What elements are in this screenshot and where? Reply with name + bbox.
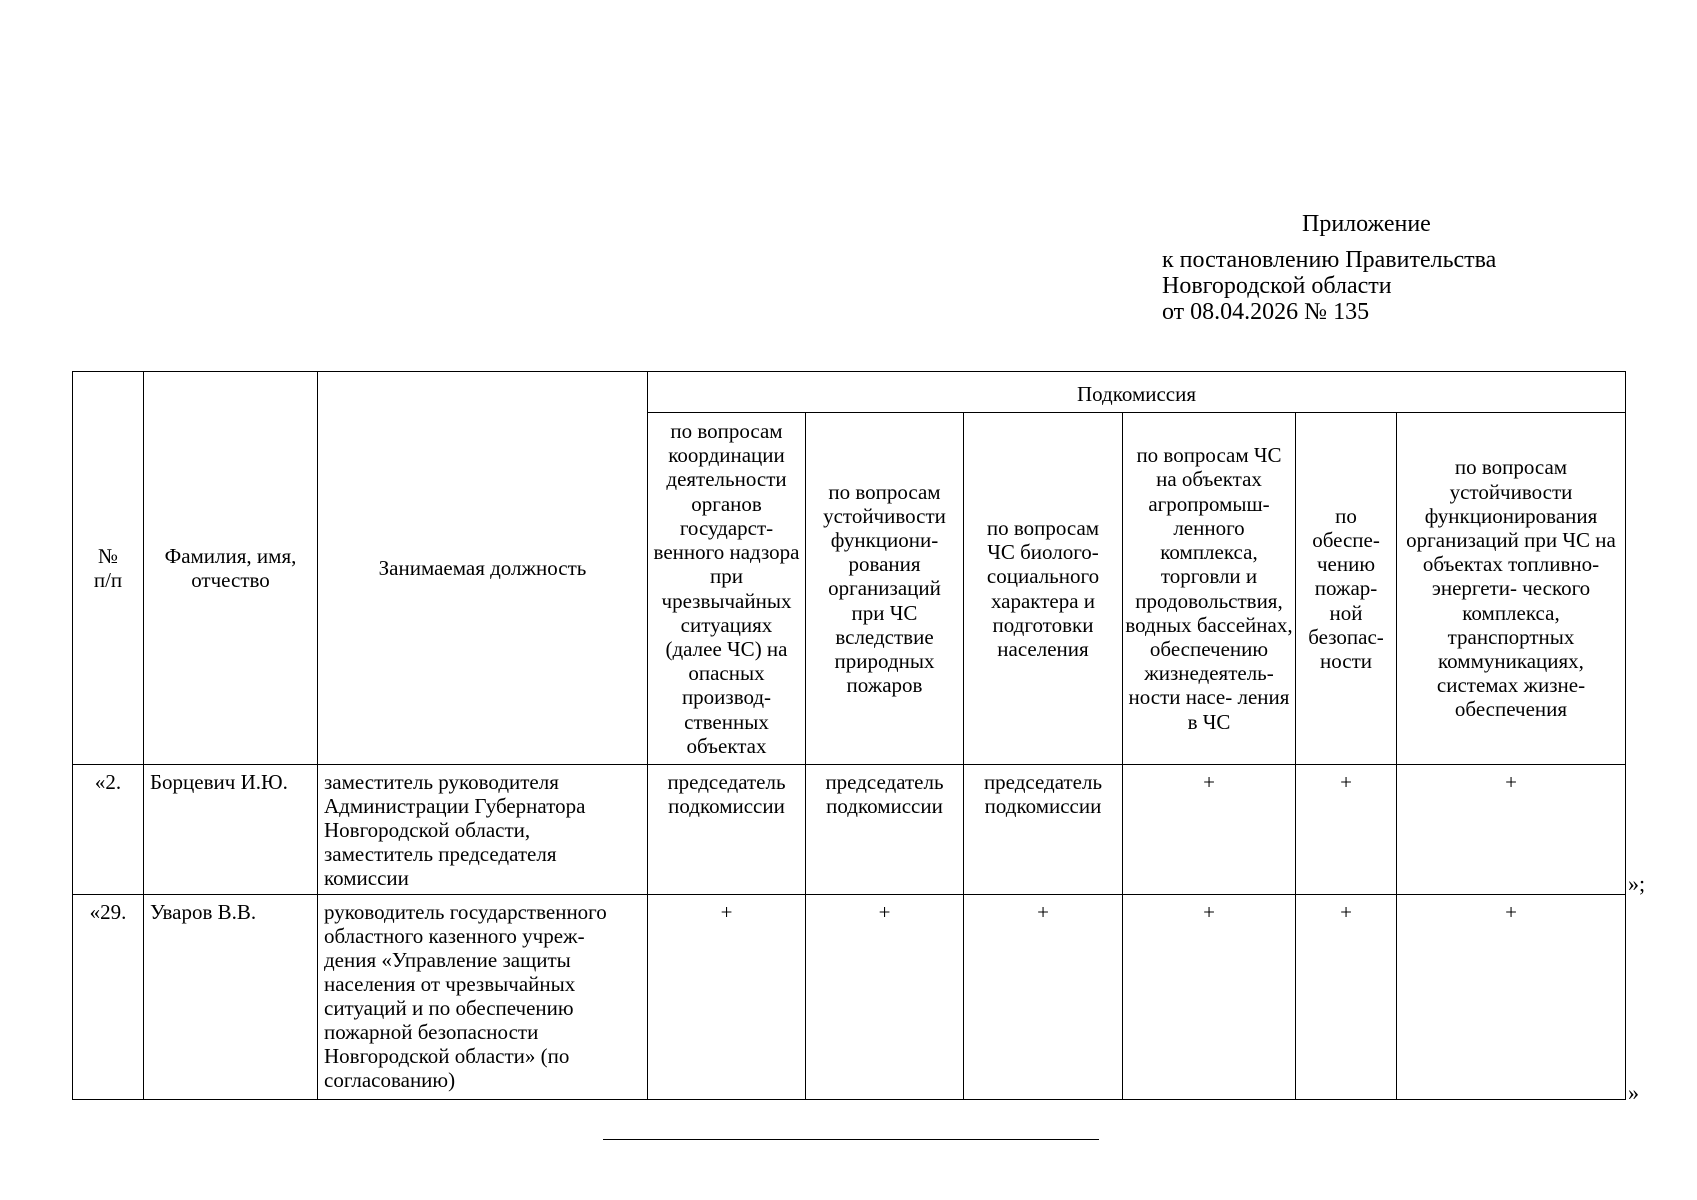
row-1-closing-quote: »; [1628,871,1646,896]
subheader-5 [1296,413,1397,765]
row-1-num: «2. [73,765,144,895]
bottom-rule [603,1139,1099,1140]
subheader-6-label: по вопросам устойчивости функционирования организаций при ЧС на объектах топливно-энергети- ческого комплекса, транспортных коммуникациях, системах жизне- обеспечения [1406,455,1616,722]
header-subcommission-label: Подкомиссия [1076,381,1197,406]
row-2-position: руководитель государственного областного казенного учреж- дения «Управление защиты населения от чрезвычайных ситуаций и по обеспечению пожарной безопасности Новгородской области» (по согласованию) [318,895,648,1100]
subheader-4 [1123,413,1296,765]
row-1-cell-3: председатель подкомиссии [964,765,1123,895]
row-1-cell-4: + [1123,765,1296,895]
header-subcommission [648,372,1626,413]
row-1-position: заместитель руководителя Администрации Губернатора Новгородской области, заместитель председателя комиссии [318,765,648,895]
commission-table [72,371,1626,1100]
subheader-6 [1397,413,1626,765]
header-position [318,372,648,765]
row-1-name: Борцевич И.Ю. [144,765,318,895]
header-num [73,372,144,765]
row-1-cell-2: председатель подкомиссии [806,765,964,895]
header-name-label: Фамилия, имя, отчество [164,543,297,592]
row-1-cell-5: + [1296,765,1397,895]
row-2-cell-5: + [1296,895,1397,1100]
table-row [73,895,1626,1100]
table-row [73,765,1626,895]
row-2-cell-1: + [648,895,806,1100]
subheader-2-label: по вопросам устойчивости функциони- рования организаций при ЧС вследствие природных пожаров [823,479,946,698]
subheader-1 [648,413,806,765]
header-name [144,372,318,765]
row-2-name: Уваров В.В. [144,895,318,1100]
row-2-cell-3: + [964,895,1123,1100]
row-2-cell-6: + [1397,895,1626,1100]
appendix-line-1: к постановлению Правительства [1162,247,1497,273]
row-2-num: «29. [73,895,144,1100]
subheader-1-label: по вопросам координации деятельности органов государст- венного надзора при чрезвычайных ситуациях (далее ЧС) на опасных производ- ственных объектах [653,419,800,758]
subheader-2 [806,413,964,765]
appendix-line-3: от 08.04.2026 № 135 [1162,299,1370,325]
row-2-cell-2: + [806,895,964,1100]
row-2-closing-quote: » [1628,1080,1639,1105]
header-num-label: № п/п [93,543,123,592]
appendix-line-2: Новгородской области [1162,273,1392,299]
row-1-cell-1: председатель подкомиссии [648,765,806,895]
subheader-4-label: по вопросам ЧС на объектах агропромыш- ленного комплекса, торговли и продовольствия, водных бассейнах, обеспечению жизнедеятель- ности насе- ления в ЧС [1125,443,1293,734]
subheader-3 [964,413,1123,765]
appendix-title: Приложение [1302,211,1431,237]
subheader-5-label: по обеспе- чению пожар- ной безопас- ности [1308,503,1384,673]
row-1-cell-6: + [1397,765,1626,895]
row-2-cell-4: + [1123,895,1296,1100]
subheader-3-label: по вопросам ЧС биолого- социального характера и подготовки населения [986,515,1100,661]
header-position-label: Занимаемая должность [378,555,587,580]
